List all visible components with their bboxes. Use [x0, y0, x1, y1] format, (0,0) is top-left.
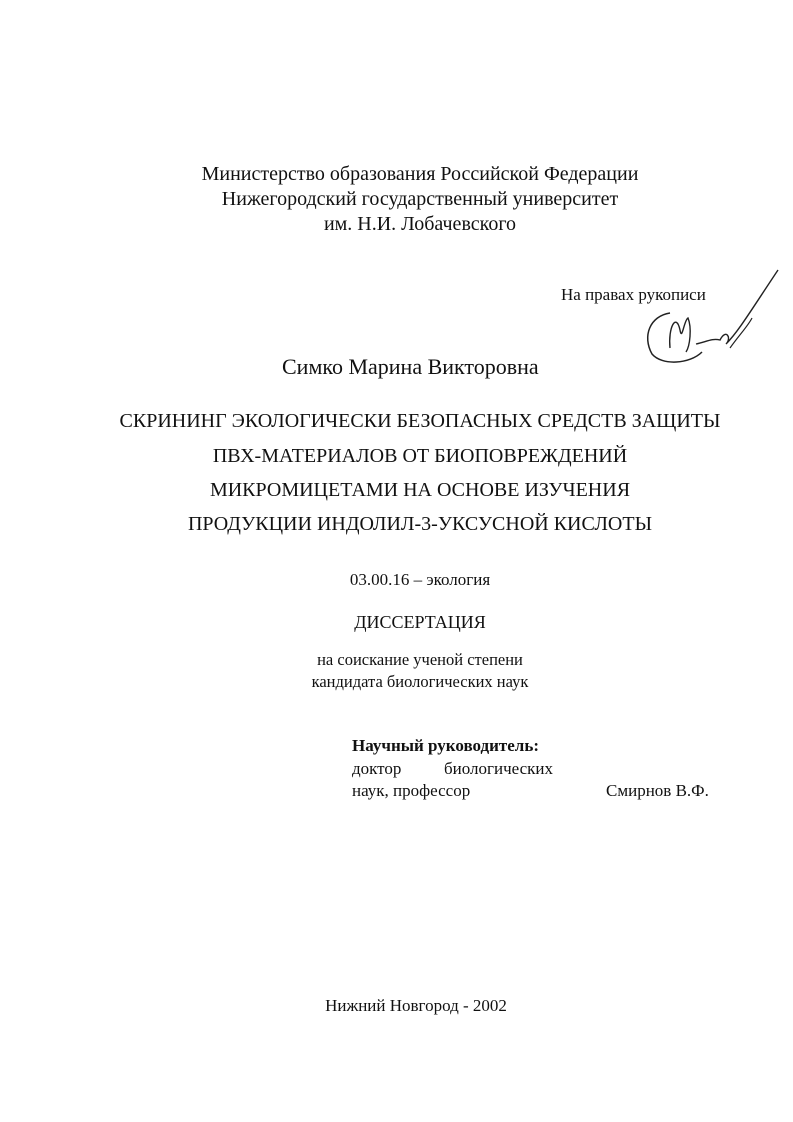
- supervisor-title-word1: доктор: [352, 759, 402, 778]
- supervisor-title-line2: наук, профессор: [352, 781, 471, 800]
- title-line-2: ПВХ-МАТЕРИАЛОВ ОТ БИОПОВРЕЖДЕНИЙ: [212, 445, 628, 467]
- title-line-3: МИКРОМИЦЕТАМИ НА ОСНОВЕ ИЗУЧЕНИЯ: [209, 479, 631, 501]
- title-line-4: ПРОДУКЦИИ ИНДОЛИЛ-3-УКСУСНОЙ КИСЛОТЫ: [187, 513, 653, 535]
- footer-city-year: Нижний Новгород - 2002: [325, 996, 507, 1015]
- named-after-line: им. Н.И. Лобачевского: [323, 213, 517, 235]
- title-line-1: СКРИНИНГ ЭКОЛОГИЧЕСКИ БЕЗОПАСНЫХ СРЕДСТВ ЗАЩИТЫ: [119, 410, 721, 432]
- signature-image: [640, 268, 780, 373]
- degree-line-2: кандидата биологических наук: [311, 672, 529, 691]
- ministry-line: Министерство образования Российской Федерации: [201, 163, 639, 185]
- author-name: Симко Марина Викторовна: [282, 354, 539, 379]
- supervisor-name: Смирнов В.Ф.: [606, 781, 709, 800]
- work-type: ДИССЕРТАЦИЯ: [354, 612, 486, 632]
- supervisor-title-word2: биологических: [444, 759, 553, 778]
- degree-line-1: на соискание ученой степени: [317, 650, 523, 669]
- specialty: 03.00.16 – экология: [349, 570, 491, 589]
- university-line: Нижегородский государственный университет: [221, 188, 619, 210]
- supervisor-heading: Научный руководитель:: [352, 736, 539, 755]
- manuscript-rights: На правах рукописи: [561, 285, 706, 304]
